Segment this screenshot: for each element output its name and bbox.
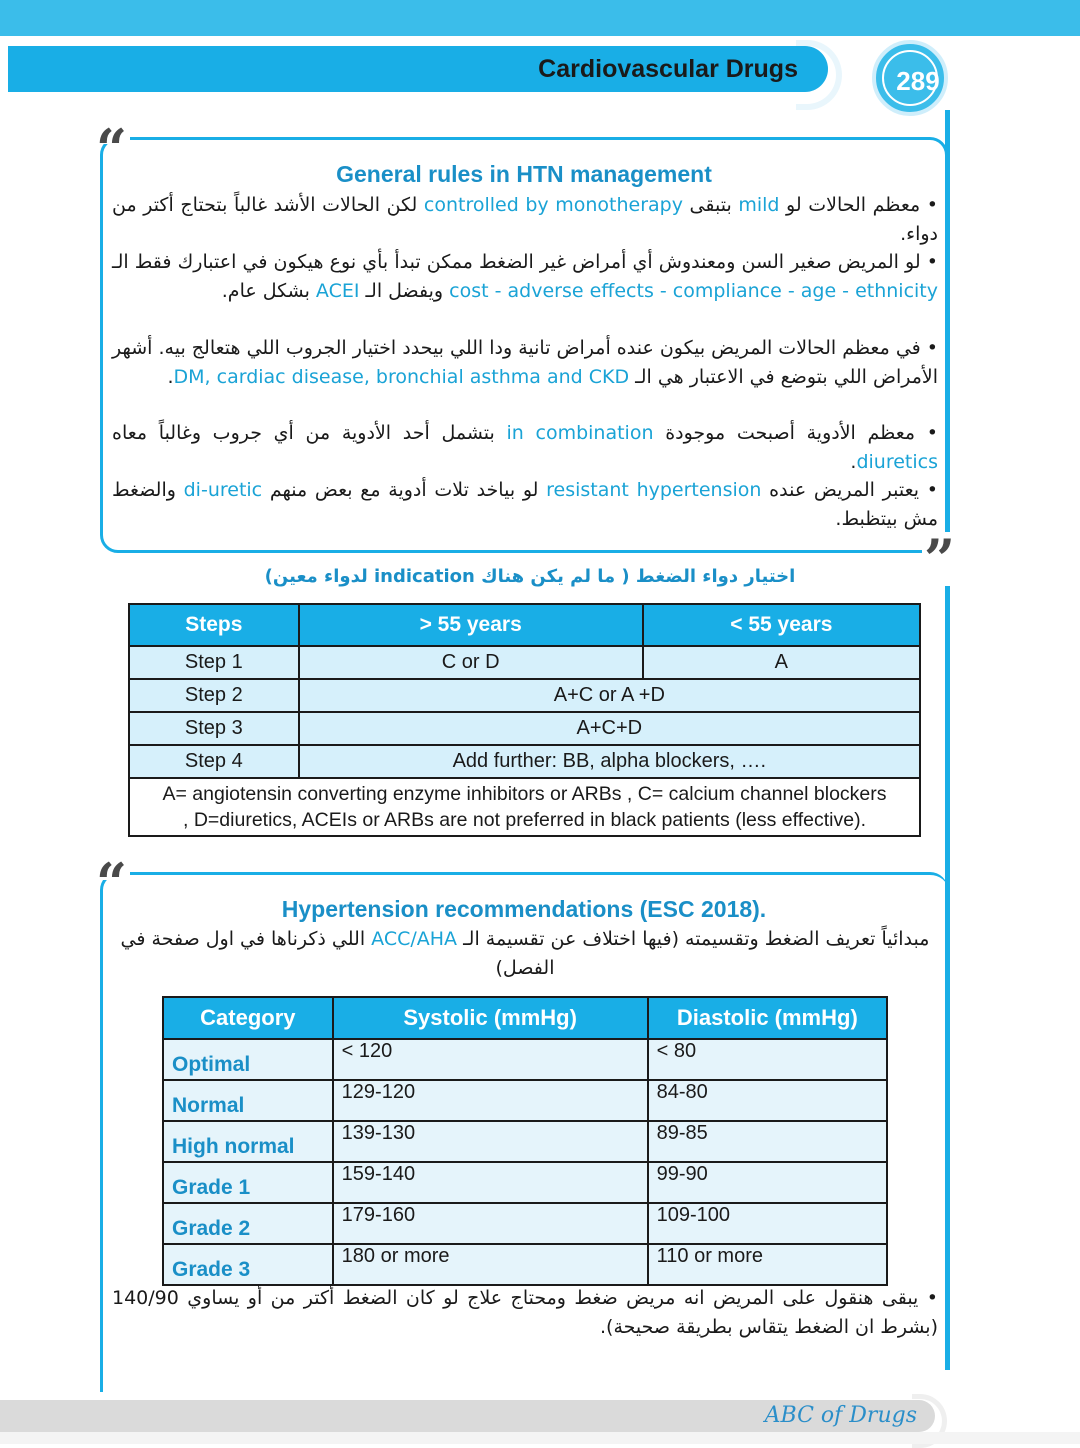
chapter-header-bar: [8, 46, 828, 92]
close-quote-icon: ”: [924, 527, 956, 591]
table-row: [163, 1121, 887, 1162]
systolic-cell: 159-140: [333, 1162, 648, 1203]
step-cell: Step 4: [129, 745, 299, 778]
footer-bar: [0, 1400, 935, 1432]
table-cell: C or D: [299, 646, 643, 679]
table-row: [163, 1039, 887, 1080]
general-rules-title: General rules in HTN management: [336, 161, 712, 187]
table-note-row: [129, 778, 920, 836]
diastolic-cell: 99-90: [648, 1162, 887, 1203]
category-cell: Grade 3: [163, 1244, 333, 1285]
esc-closing-bullet: • يبقى هنقول على المريض انه مريض ضغط ومحتاج علاج لو كان الضغط أكتر من أو يساوي 140/90 (بشرط ان الضغط يتقاس بطريقة صحيحة).: [112, 1287, 938, 1338]
table-row: [163, 1203, 887, 1244]
bullet-1: • معظم الحالات لو mild بتبقى controlled by monotherapy لكن الحالات الأشد غالباً بتحتاج أكتر من دواء.: [112, 194, 939, 245]
table-cell: A: [643, 646, 920, 679]
diastolic-cell: 110 or more: [648, 1244, 887, 1285]
table-row: [129, 745, 920, 778]
step-cell: Step 2: [129, 679, 299, 712]
table-cell: Add further: BB, alpha blockers, ….: [299, 745, 920, 778]
table-row: [163, 1162, 887, 1203]
category-cell: Grade 1: [163, 1162, 333, 1203]
systolic-cell: 179-160: [333, 1203, 648, 1244]
diastolic-cell: 84-80: [648, 1080, 887, 1121]
top-color-strip: [0, 0, 1080, 36]
table-cell: A+C or A +D: [299, 679, 920, 712]
category-cell: Normal: [163, 1080, 333, 1121]
table-row: [163, 1244, 887, 1285]
esc-intro: مبدائياً تعريف الضغط وتقسيمته (فيها اختلاف عن تقسيمة الـ ACC/AHA اللي ذكرناها في اول صفحة في الفصل): [120, 928, 930, 979]
systolic-cell: 139-130: [333, 1121, 648, 1162]
page-number: 289: [896, 66, 940, 96]
bp-classification-table: [162, 996, 888, 1286]
diastolic-cell: 89-85: [648, 1121, 887, 1162]
table-cell: A+C+D: [299, 712, 920, 745]
table-header-row: [129, 604, 920, 646]
open-quote-icon: “: [96, 851, 128, 915]
footer-brand-logo: ABC of Drugs: [764, 1403, 917, 1428]
step-cell: Step 3: [129, 712, 299, 745]
systolic-cell: 129-120: [333, 1080, 648, 1121]
column-header: Steps: [129, 604, 299, 646]
bullet-5: • يعتبر المريض عنده resistant hypertension لو بياخد تلات أدوية مع بعض منهم di-uretic والضغط مش بيتظبط.: [112, 479, 938, 530]
bullet-2: • لو المريض صغير السن ومعندوش أي أمراض غير الضغط ممكن تبدأ بأي نوع هيكون في اعتبارك فقط الـ cost - adverse effects - compliance - age - ethnicity ويفضل الـ ACEI بشكل عام.: [112, 251, 938, 302]
esc-title: Hypertension recommendations (ESC 2018).: [281, 896, 767, 922]
bullet-4: • معظم الأدوية أصبحت موجودة in combination بتشمل أحد الأدوية من أي جروب وغالباً معاه diuretics.: [112, 422, 938, 473]
column-header: Diastolic (mmHg): [648, 997, 887, 1039]
abbreviation-note: A= angiotensin converting enzyme inhibitors or ARBs , C= calcium channel blockers , D=diuretics, ACEIs or ARBs are not preferred in black patients (less effective).: [129, 778, 920, 836]
chapter-title: Cardiovascular Drugs: [538, 55, 798, 83]
diastolic-cell: 109-100: [648, 1203, 887, 1244]
page-number-badge: [872, 40, 948, 116]
table-row: [129, 712, 920, 745]
column-header: < 55 years: [643, 604, 920, 646]
category-cell: Optimal: [163, 1039, 333, 1080]
bullet-3: • في معظم الحالات المريض بيكون عنده أمراض تانية ودا اللي بيحدد اختيار الجروب اللي هتعالج بيه. أشهر الأمراض اللي بتوضع في الاعتبار هي الـ DM, cardiac disease, bronchial asthma and CKD.: [112, 337, 938, 388]
diastolic-cell: < 80: [648, 1039, 887, 1080]
table-row: [163, 1080, 887, 1121]
open-quote-icon: “: [96, 117, 128, 181]
column-header: Category: [163, 997, 333, 1039]
systolic-cell: < 120: [333, 1039, 648, 1080]
category-cell: High normal: [163, 1121, 333, 1162]
page-badge-ring: [882, 50, 938, 106]
drug-choice-title: اختيار دواء الضغط ( ما لم يكن هناك indication لدواء معين): [264, 566, 796, 587]
step-cell: Step 1: [129, 646, 299, 679]
category-cell: Grade 2: [163, 1203, 333, 1244]
table-header-row: [163, 997, 887, 1039]
drug-steps-table: [128, 603, 921, 837]
column-header: Systolic (mmHg): [333, 997, 648, 1039]
column-header: > 55 years: [299, 604, 643, 646]
systolic-cell: 180 or more: [333, 1244, 648, 1285]
table-row: [129, 646, 920, 679]
table-row: [129, 679, 920, 712]
